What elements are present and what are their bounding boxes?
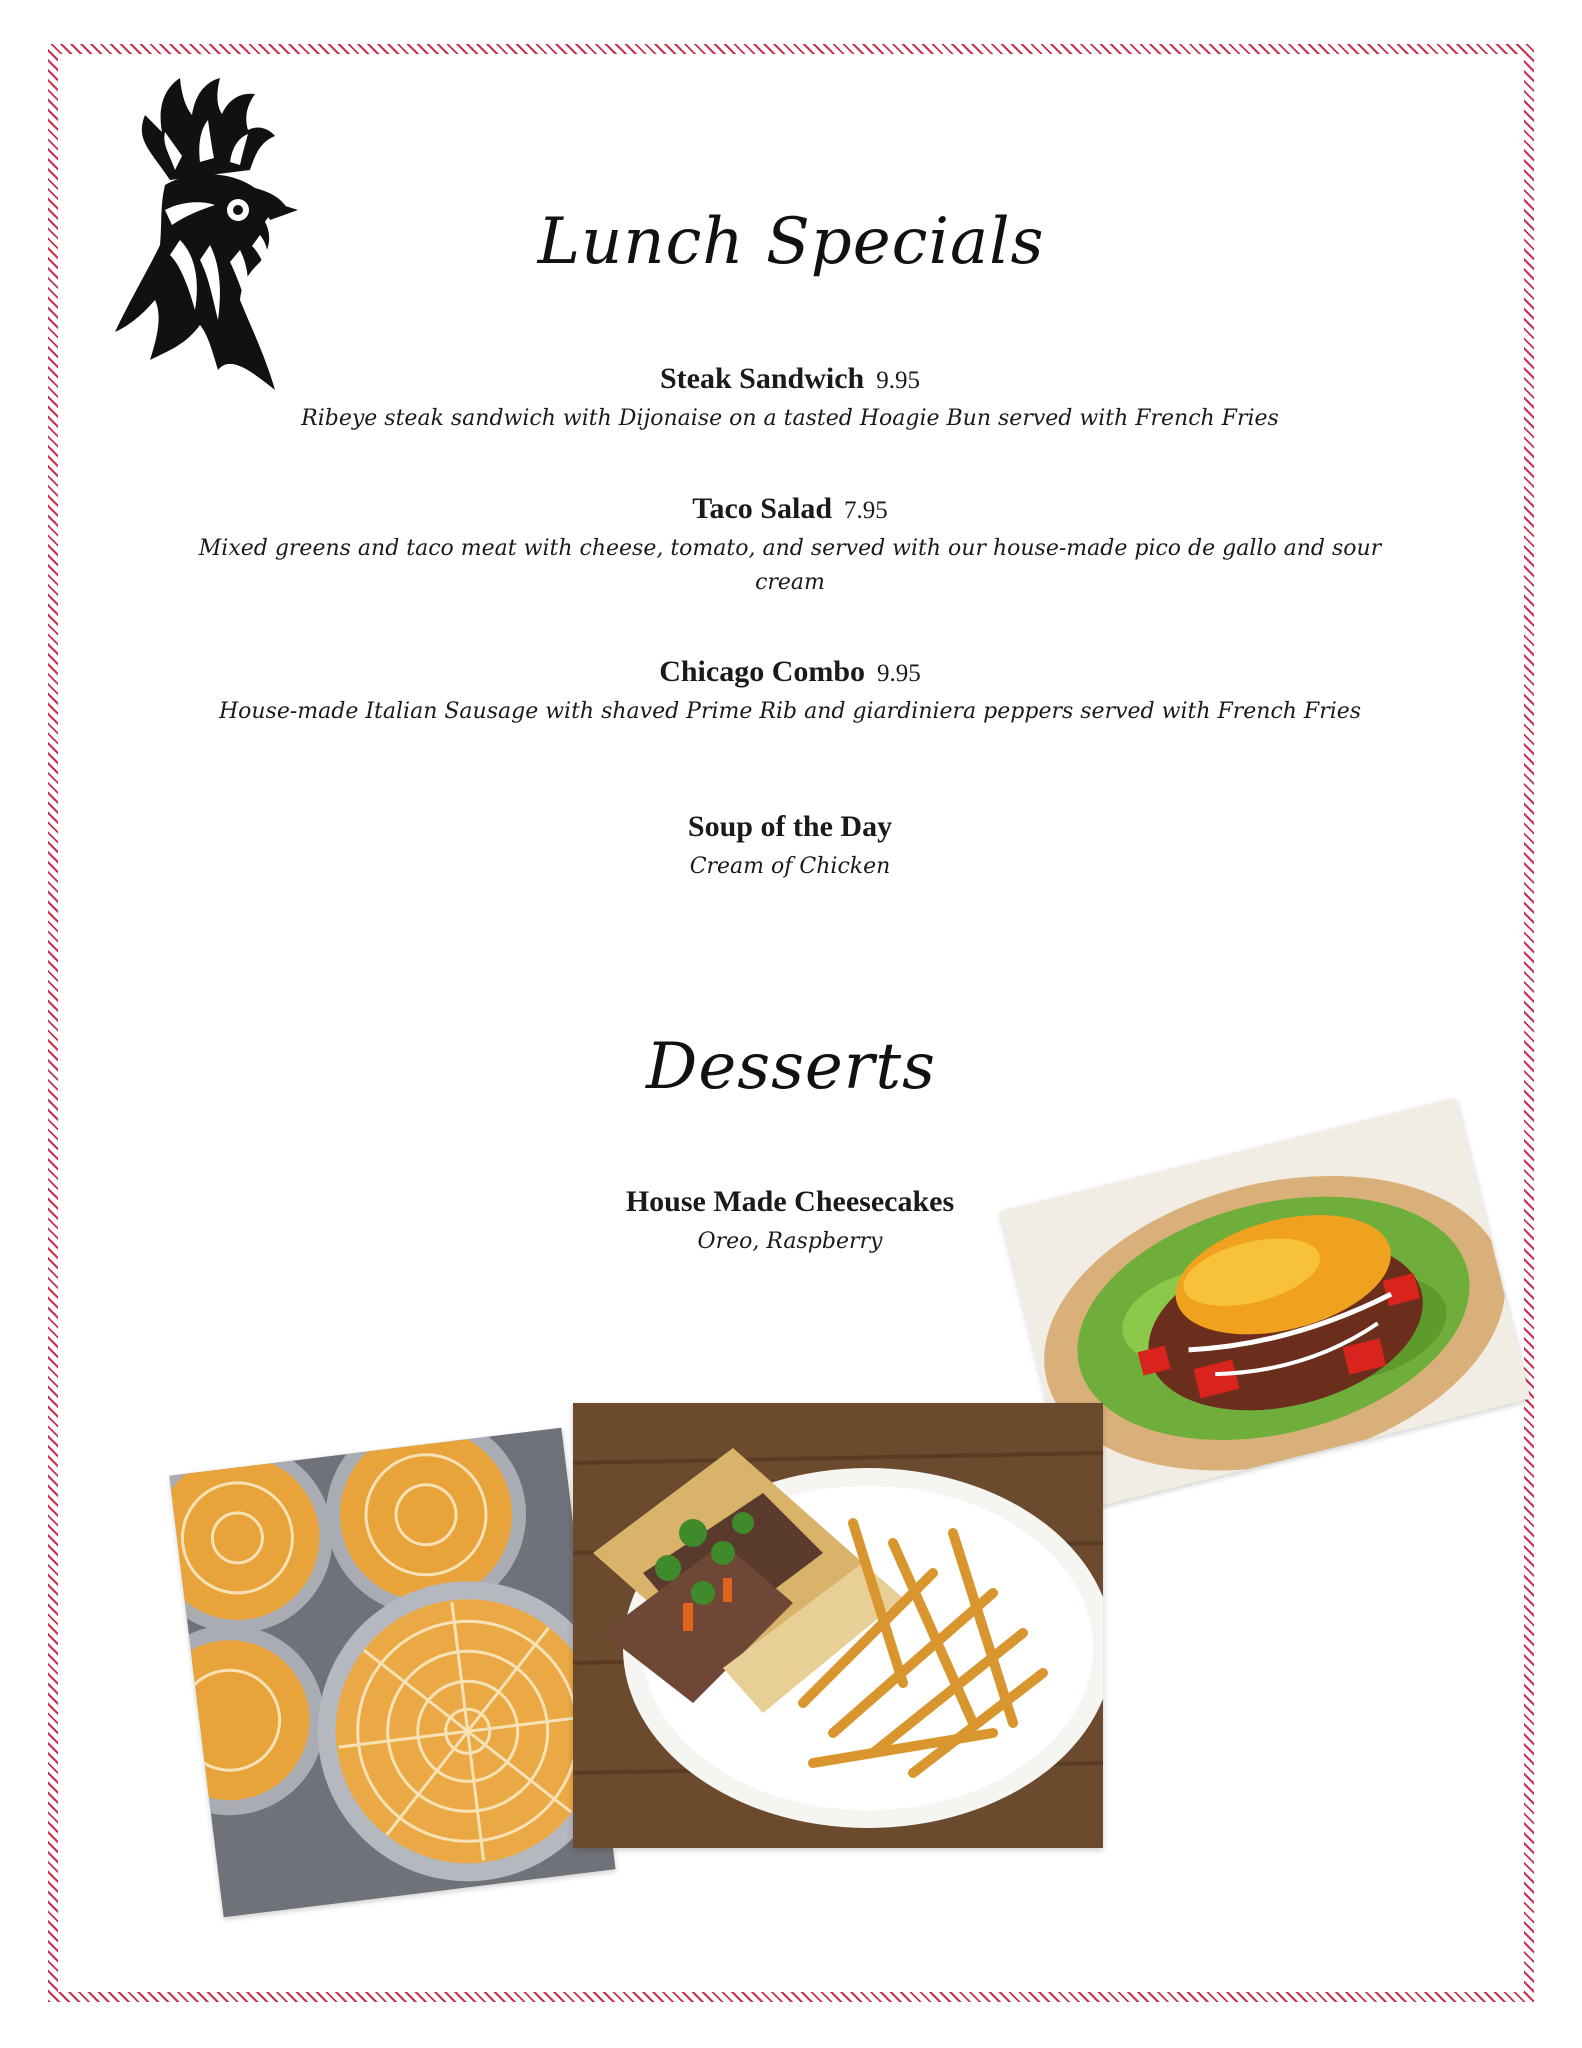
item-name: Taco Salad xyxy=(692,492,833,525)
menu-item-soup-of-the-day xyxy=(140,810,1440,884)
item-price: 9.95 xyxy=(877,660,921,687)
item-description: House-made Italian Sausage with shaved Prime Rib and giardiniera peppers served with French Fries xyxy=(218,699,1362,724)
item-description: Ribeye steak sandwich with Dijonaise on a tasted Hoagie Bun served with French Fries xyxy=(301,406,1279,431)
chicago-combo-photo xyxy=(573,1403,1103,1848)
desserts-title: Desserts xyxy=(646,1030,936,1104)
menu-item-chicago-combo xyxy=(140,655,1440,729)
menu-item-steak-sandwich xyxy=(140,362,1440,436)
menu-item-taco-salad xyxy=(140,492,1440,600)
item-name: Chicago Combo xyxy=(659,655,866,688)
item-price: 9.95 xyxy=(876,367,920,394)
item-name: House Made Cheesecakes xyxy=(625,1185,955,1218)
item-description: Oreo, Raspberry xyxy=(697,1229,883,1254)
cheesecakes-photo xyxy=(169,1428,615,1918)
item-price: 7.95 xyxy=(844,497,888,524)
lunch-specials-title: Lunch Specials xyxy=(537,205,1045,279)
item-name: Soup of the Day xyxy=(687,810,893,843)
item-description: Cream of Chicken xyxy=(689,854,891,879)
item-description: Mixed greens and taco meat with cheese, tomato, and served with our house-made pico de gallo and sour cream xyxy=(198,536,1382,595)
item-name: Steak Sandwich xyxy=(660,362,865,395)
